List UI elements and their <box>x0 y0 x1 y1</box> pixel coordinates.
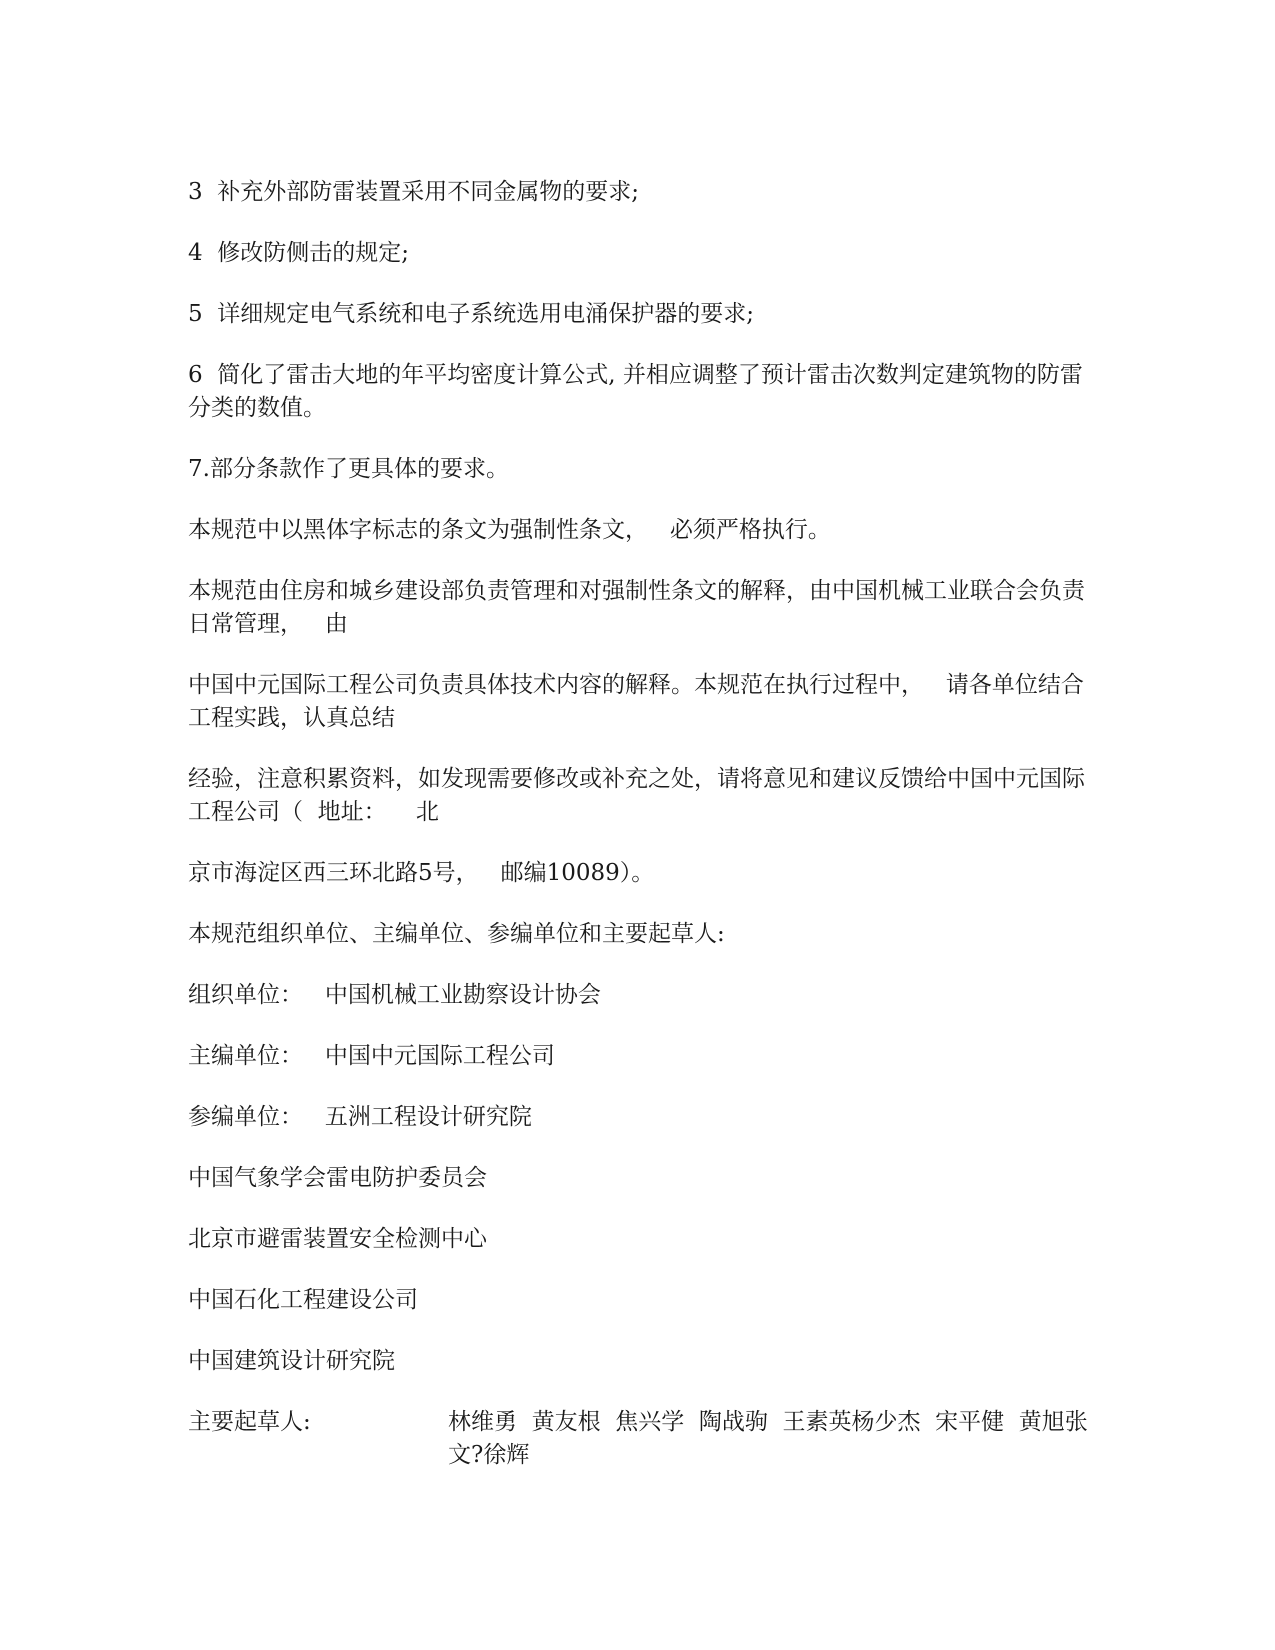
interpretation-note: 中国中元国际工程公司负责具体技术内容的解释。本规范在执行过程中， 请各单位结合工程实践，认真总结 <box>188 672 1084 731</box>
feedback-note: 经验，注意积累资料，如发现需要修改或补充之处，请将意见和建议反馈给中国中元国际工程公司（ 地址： 北 <box>188 766 1085 825</box>
paragraph-item-3: 3 补充外部防雷装置采用不同金属物的要求; <box>188 179 640 205</box>
paragraph-item-7: 7.部分条款作了更具体的要求。 <box>188 456 509 482</box>
paragraph-item-4: 4 修改防侧击的规定; <box>188 240 410 266</box>
mandatory-clause-note: 本规范中以黑体字标志的条文为强制性条文， 必须严格执行。 <box>188 517 831 543</box>
address-note: 京市海淀区西三环北路5号， 邮编10089）。 <box>188 860 655 886</box>
drafters-names: 林维勇 黄友根 焦兴学 陶战驹 王素英杨少杰 宋平健 黄旭张文?徐辉 <box>448 1409 1088 1468</box>
organizing-unit: 组织单位： 中国机械工业勘察设计协会 <box>188 982 601 1008</box>
paragraph-item-6: 6 简化了雷击大地的年平均密度计算公式, 并相应调整了预计雷击次数判定建筑物的防雷分类的数值。 <box>188 362 1083 421</box>
participating-unit-3: 北京市避雷装置安全检测中心 <box>188 1226 487 1252</box>
drafters-label: 主要起草人: <box>188 1409 311 1435</box>
units-heading: 本规范组织单位、主编单位、参编单位和主要起草人: <box>188 921 725 947</box>
management-note: 本规范由住房和城乡建设部负责管理和对强制性条文的解释，由中国机械工业联合会负责日常管理， 由 <box>188 578 1085 637</box>
participating-unit-4: 中国石化工程建设公司 <box>188 1287 418 1313</box>
participating-unit-2: 中国气象学会雷电防护委员会 <box>188 1165 487 1191</box>
participating-unit: 参编单位： 五洲工程设计研究院 <box>188 1104 532 1130</box>
document-body <box>188 176 1088 1500</box>
participating-unit-5: 中国建筑设计研究院 <box>188 1348 395 1374</box>
drafters-row <box>188 1406 1088 1472</box>
paragraph-item-5: 5 详细规定电气系统和电子系统选用电涌保护器的要求; <box>188 301 755 327</box>
chief-editing-unit: 主编单位： 中国中元国际工程公司 <box>188 1043 555 1069</box>
